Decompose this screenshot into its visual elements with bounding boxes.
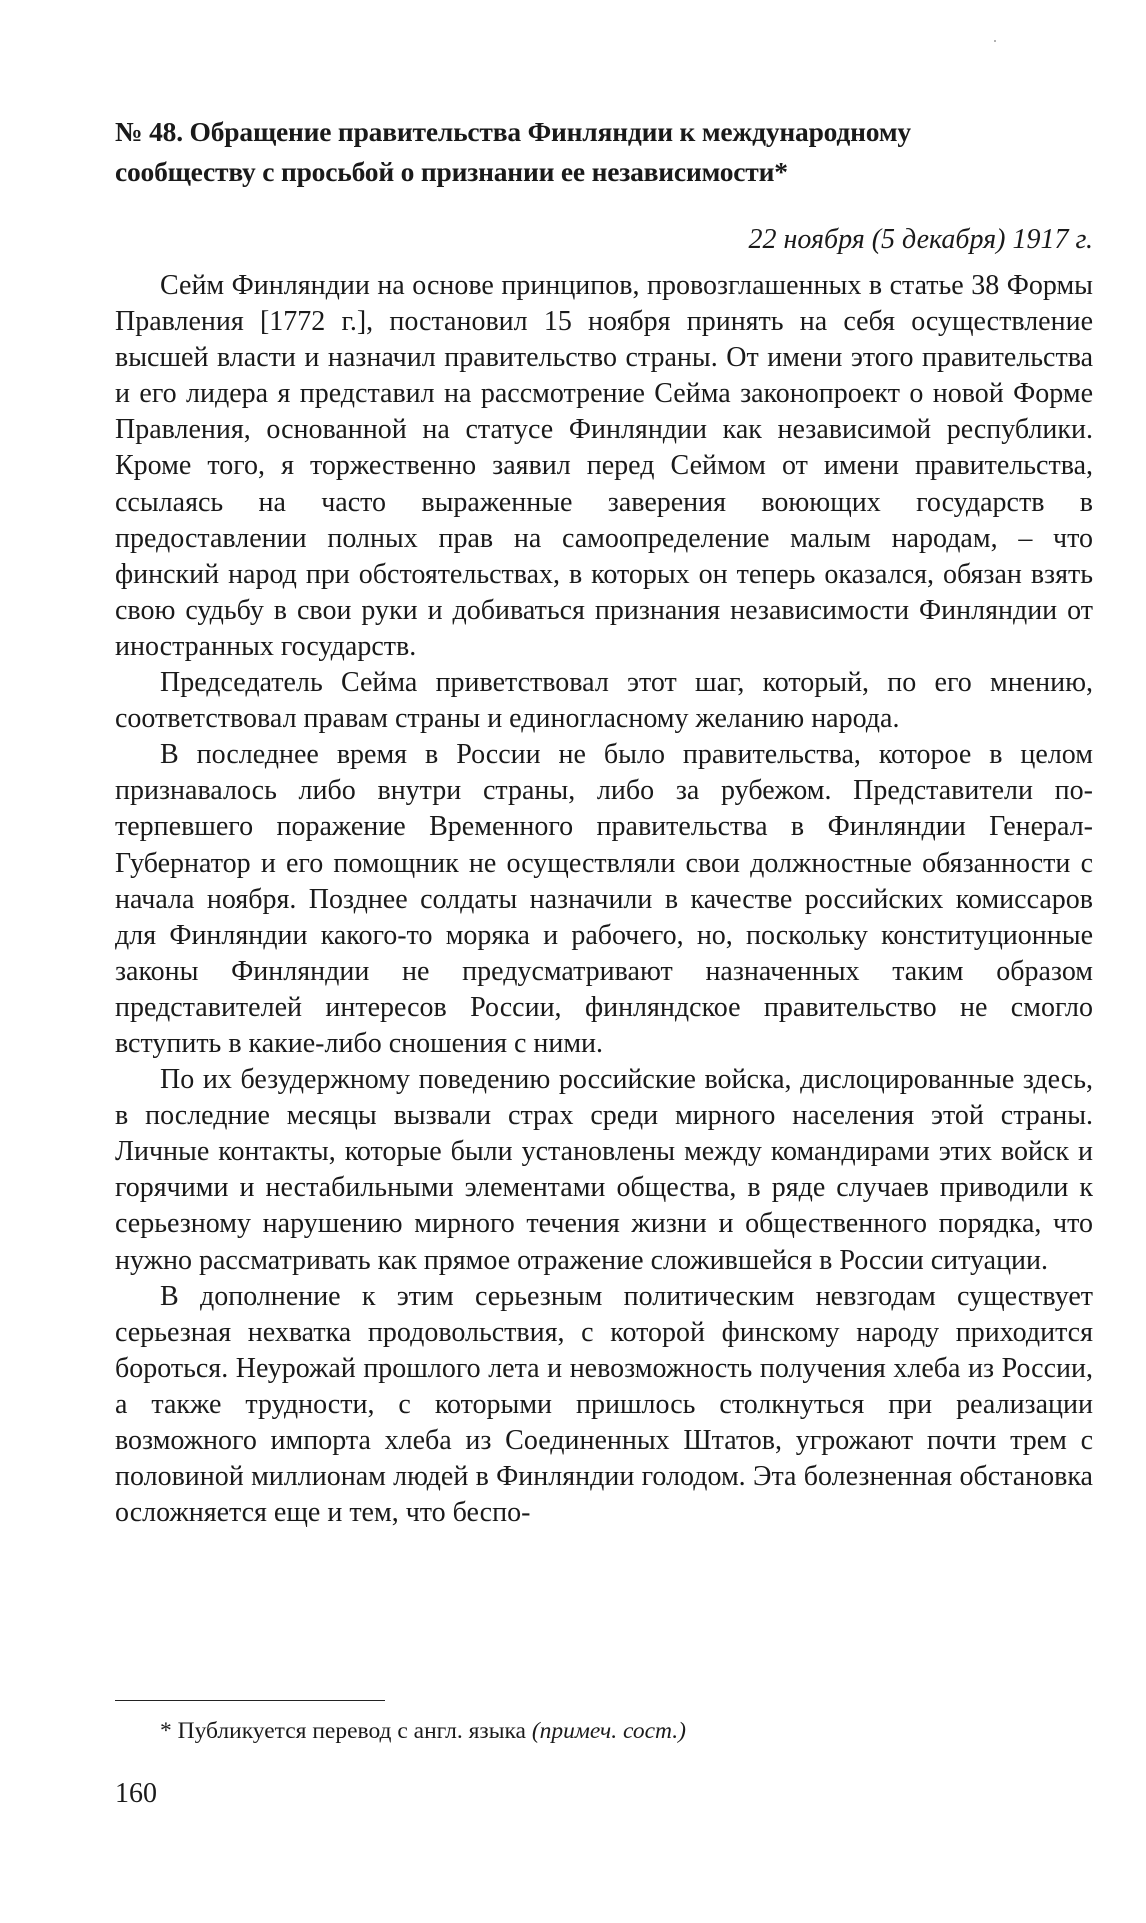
document-date: 22 ноября (5 декабря) 1917 г. bbox=[748, 224, 1093, 255]
page-number: 160 bbox=[115, 1778, 157, 1809]
paragraph: В последнее время в России не было правительства, которое в целом признавалось либо внутри страны, либо за рубежом. Представители потерпевшего поражение Временного правительства в Финляндии Генерал-Губернатор и его помощник не осуществляли свои должностные обязанности с начала ноября. Позднее солдаты назначили в качестве российских комиссаров для Финляндии какого-то моряка и рабочего, но, поскольку конституционные законы Финляндии не предусматривают назначенных таким образом представителей интересов России, финляндское правительство не смогло вступить в какие-либо сношения с ними. bbox=[115, 739, 1093, 1059]
paragraph: По их безудержному поведению российские войска, дислоцированные здесь, в последние месяцы вызвали страх среди мирного населения этой страны. Личные контакты, которые были установлены между командирами этих войск и горячими и нестабильными элементами общества, в ряде случаев приводили к серьезному нарушению мирного течения жизни и общественного порядка, что нужно рассматривать как прямое отражение сложившейся в России ситуации. bbox=[115, 1064, 1093, 1276]
scan-speck bbox=[994, 40, 996, 42]
footnote-note: (примеч. сост.) bbox=[531, 1718, 686, 1744]
paragraph: Сейм Финляндии на основе принципов, провозглашенных в статье 38 Формы Правления [1772 г.], постановил 15 ноября принять на себя осуществление высшей власти и назначил правительство страны. От имени этого правительства и его лидера я представил на рассмотрение Сейма законопроект о новой Форме Правления, основанной на статусе Финляндии как независимой республики. Кроме того, я торжественно заявил перед Сеймом от имени правительства, ссылаясь на часто выраженные заверения воюющих государств в предоставлении полных прав на самоопределение малым народам, – что финский народ при обстоятельствах, в которых он теперь оказался, обязан взять свою судьбу в свои руки и добиваться признания независимости Финляндии от иностранных государств. bbox=[115, 270, 1093, 662]
footnote-divider bbox=[115, 1700, 385, 1701]
document-body bbox=[115, 268, 1093, 1531]
footnote bbox=[160, 1716, 686, 1746]
paragraph: В дополнение к этим серьезным политическим невзгодам существует серьезная нехватка продовольствия, с которой финскому народу приходится бороться. Неурожай прошлого лета и невозможность получения хлеба из России, а также трудности, с которыми пришлось столкнуться при реализации возможного импорта хлеба из Соединенных Штатов, угрожают почти трем с половиной миллионам людей в Финляндии голодом. Эта болезненная обстановка осложняется еще и тем, что беспо- bbox=[115, 1280, 1093, 1529]
footnote-text: * Публикуется перевод с англ. языка bbox=[160, 1718, 532, 1744]
paragraph: Председатель Сейма приветствовал этот шаг, который, по его мнению, соответствовал правам страны и единогласному желанию народа. bbox=[115, 667, 1093, 735]
document-title: № 48. Обращение правительства Финляндии к международному сообществу с просьбой о признании ее независимости* bbox=[115, 116, 911, 187]
